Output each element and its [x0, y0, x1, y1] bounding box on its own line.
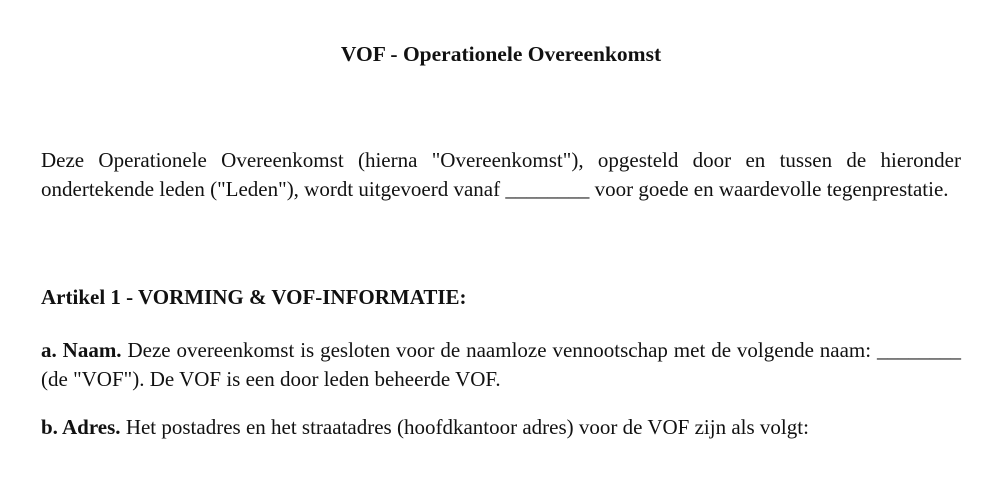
clause-a-paragraph [41, 336, 961, 393]
document-title: VOF - Operationele Overeenkomst [340, 42, 662, 66]
clause-b-label: b. Adres. [41, 415, 121, 439]
intro-paragraph [41, 146, 961, 203]
intro-text-after-blank: voor goede en waardevolle tegenprestatie. [594, 176, 949, 201]
clause-a-text-before-blank: Deze overeenkomst is gesloten voor de naamloze vennootschap met de volgende naam: [127, 338, 872, 362]
article-1-heading: Artikel 1 - VORMING & VOF-INFORMATIE: [41, 285, 467, 309]
clause-a-label: a. Naam. [41, 338, 122, 362]
clause-b-text: Het postadres en het straatadres (hoofdkantoor adres) voor de VOF zijn als volgt: [125, 415, 809, 439]
clause-b-paragraph [41, 413, 961, 442]
company-name-blank: ________ [877, 338, 962, 362]
intro-text-before-blank: Deze Operationele Overeenkomst (hierna "Overeenkomst"), opgesteld door en tussen de hieronder ondertekende leden ("Leden"), wordt uitgevoerd vanaf [41, 148, 961, 201]
effective-date-blank: ________ [505, 176, 590, 201]
clause-a-text-after-blank: (de "VOF"). De VOF is een door leden beheerde VOF. [41, 366, 501, 391]
